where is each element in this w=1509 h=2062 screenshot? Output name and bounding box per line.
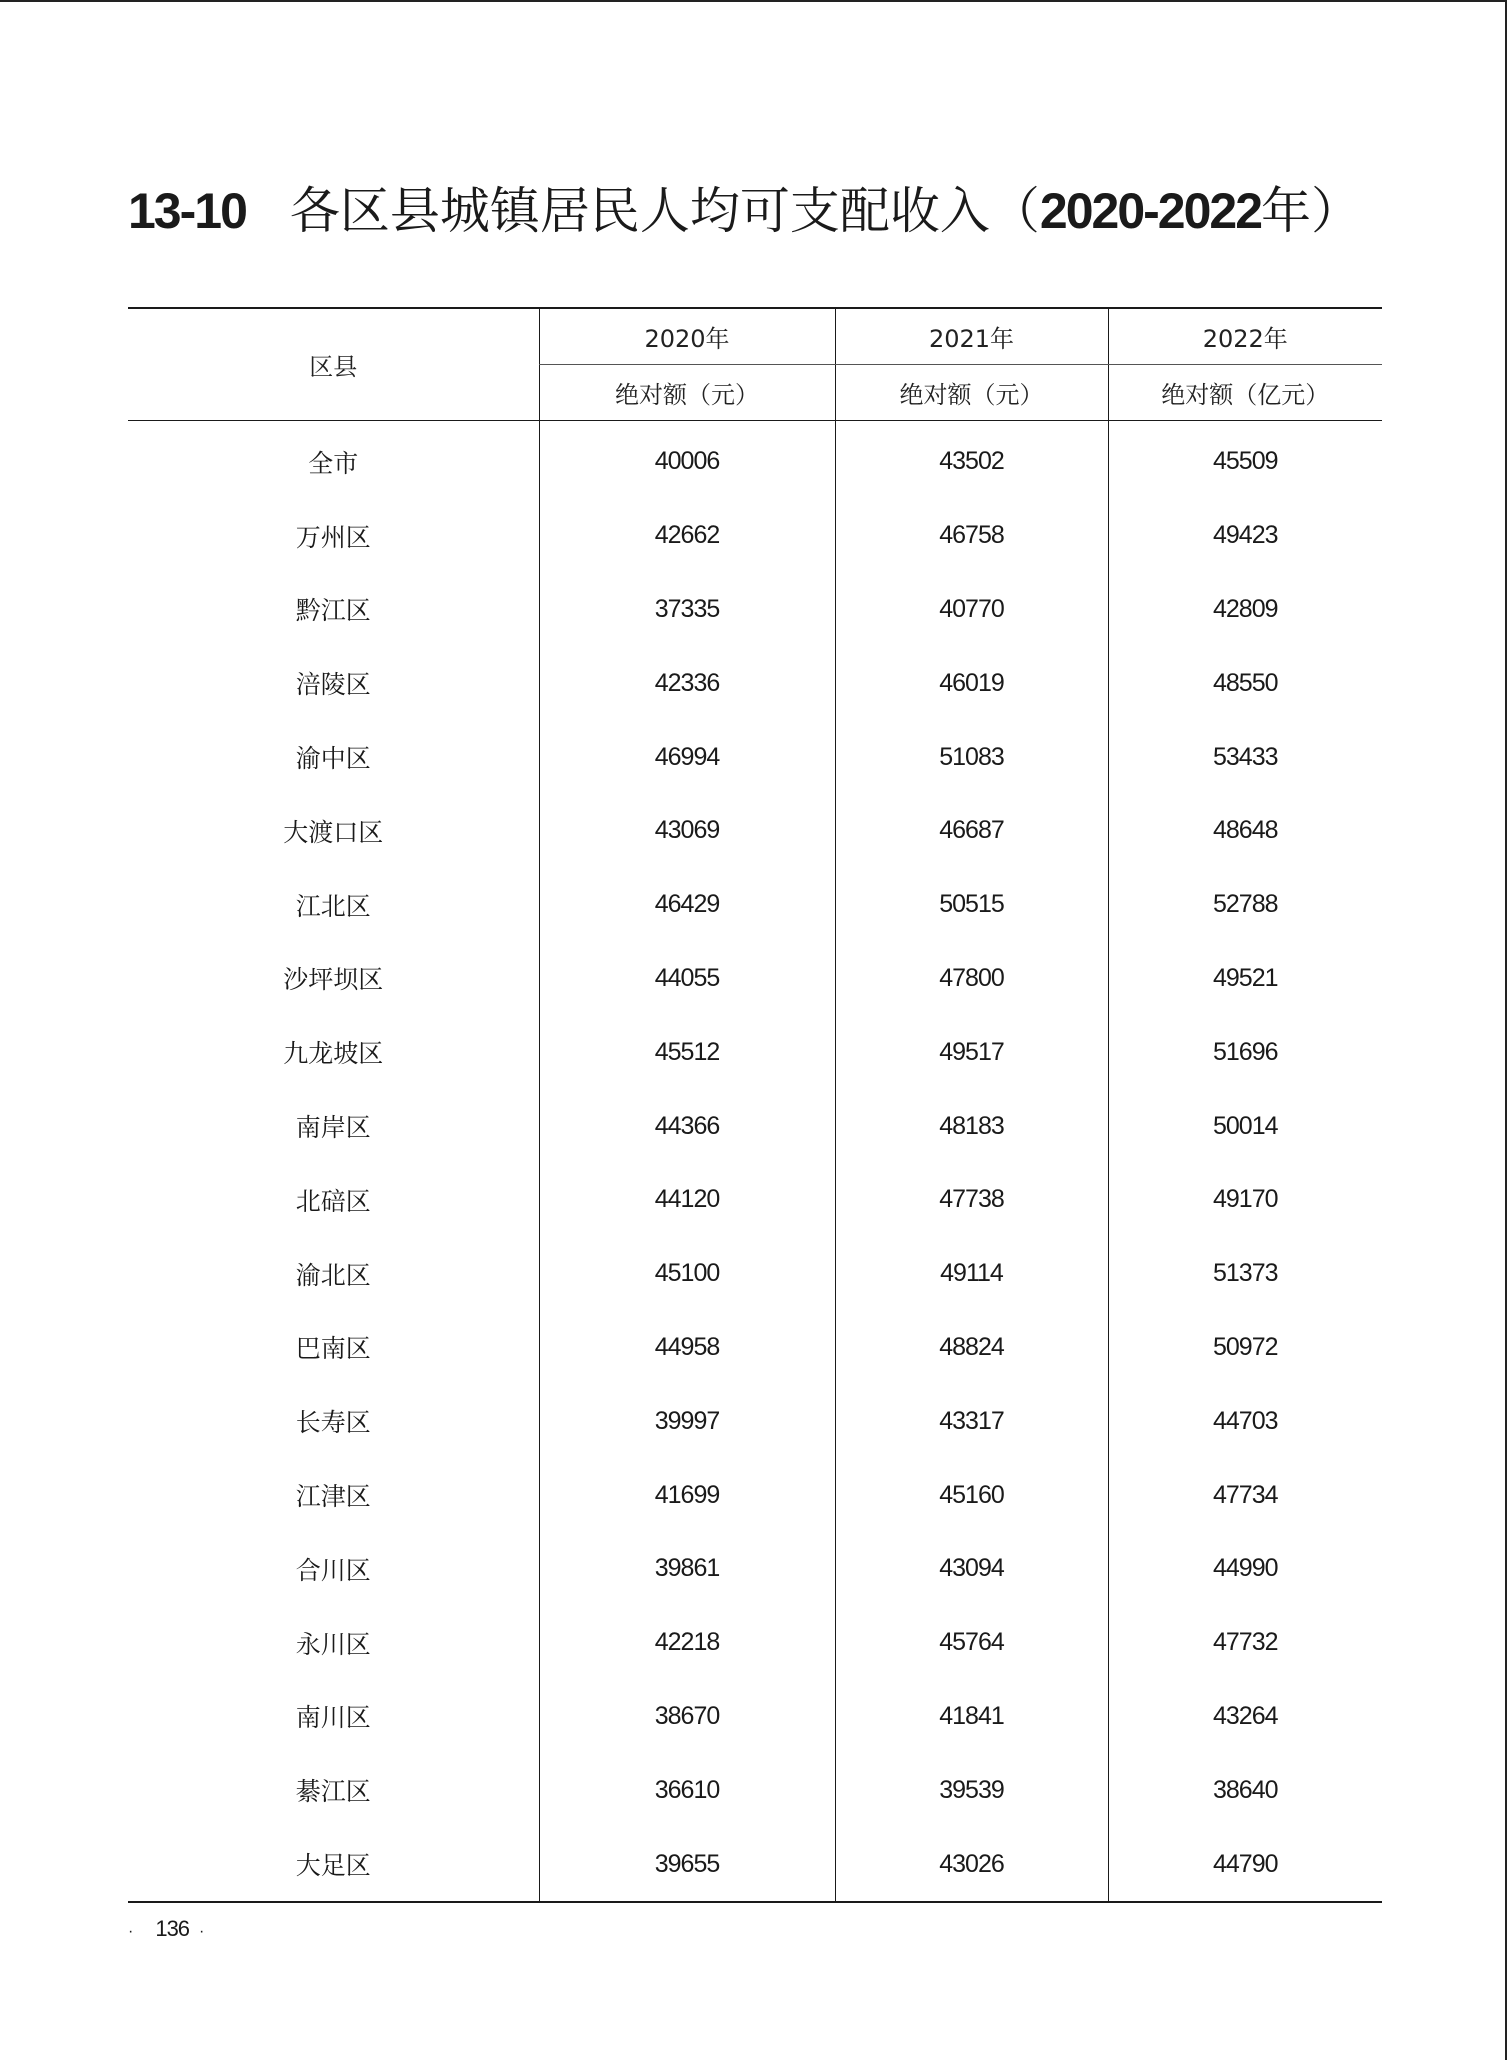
- district-name-cell: 九龙坡区: [283, 1039, 384, 1069]
- table-row: [128, 1827, 1382, 1902]
- value-2021-cell: 43094: [835, 1532, 1108, 1606]
- district-name-cell: 江北区: [295, 891, 371, 921]
- district-name-cell: 江津区: [295, 1482, 371, 1512]
- title-years: 2020-2022: [1039, 183, 1262, 239]
- district-name-cell: 大足区: [128, 1827, 539, 1902]
- table-row: [128, 1163, 1382, 1237]
- value-2022-cell: 45509: [1108, 421, 1382, 499]
- value-2020-cell: 39655: [539, 1827, 835, 1902]
- value-2022-cell: 52788: [1108, 868, 1382, 942]
- value-2021-cell: 41841: [835, 1680, 1108, 1754]
- income-table: [128, 307, 1382, 1903]
- value-2020-cell: 39861: [539, 1532, 835, 1606]
- value-2020-cell: 44958: [539, 1311, 835, 1385]
- value-2020-cell: 38670: [539, 1680, 835, 1754]
- district-name-cell: 巴南区: [295, 1334, 371, 1364]
- table-row: [128, 942, 1382, 1016]
- value-2022-cell: 50972: [1108, 1311, 1382, 1385]
- table-number: 13-10: [128, 183, 246, 239]
- value-2021-cell: 46687: [835, 794, 1108, 868]
- value-2022-cell: 49170: [1108, 1163, 1382, 1237]
- value-2021-cell: 46019: [835, 646, 1108, 720]
- header-year-2022: 2022年: [1108, 308, 1382, 365]
- value-2022-cell: 38640: [1108, 1753, 1382, 1827]
- value-2022-cell: 48648: [1108, 794, 1382, 868]
- district-name-cell: 万州区: [295, 522, 371, 552]
- district-name-cell: 涪陵区: [295, 670, 371, 700]
- footer-dot-left: ·: [128, 1923, 134, 1940]
- value-2020-cell: 44366: [539, 1089, 835, 1163]
- table-row: [128, 1015, 1382, 1089]
- value-2022-cell: 51373: [1108, 1237, 1382, 1311]
- table-row: [128, 499, 1382, 573]
- title-suffix: 年）: [1261, 182, 1362, 240]
- value-2020-cell: 40006: [539, 421, 835, 499]
- table-row: [128, 1384, 1382, 1458]
- value-2022-cell: 50014: [1108, 1089, 1382, 1163]
- value-2020-cell: 41699: [539, 1458, 835, 1532]
- district-name-cell: 大渡口区: [283, 817, 384, 847]
- value-2020-cell: 45512: [539, 1015, 835, 1089]
- value-2020-cell: 46994: [539, 720, 835, 794]
- value-2020-cell: 42336: [539, 646, 835, 720]
- footer-dot-right: ·: [199, 1923, 205, 1940]
- value-2021-cell: 49517: [835, 1015, 1108, 1089]
- value-2021-cell: 51083: [835, 720, 1108, 794]
- header-unit-2022: 绝对额（亿元）: [1108, 365, 1382, 421]
- value-2020-cell: 45100: [539, 1237, 835, 1311]
- table-row: [128, 1753, 1382, 1827]
- value-2021-cell: 49114: [835, 1237, 1108, 1311]
- district-name-cell: 长寿区: [295, 1408, 371, 1438]
- district-name-cell: 沙坪坝区: [283, 965, 384, 995]
- district-name-cell: 南岸区: [295, 1113, 371, 1143]
- table-body: [128, 421, 1382, 1902]
- table-row: [128, 1606, 1382, 1680]
- district-name-cell: 南川区: [295, 1703, 371, 1733]
- page-title: [128, 176, 1361, 246]
- district-name-cell: 北碚区: [295, 1186, 371, 1216]
- value-2021-cell: 47738: [835, 1163, 1108, 1237]
- value-2021-cell: 50515: [835, 868, 1108, 942]
- value-2021-cell: 47800: [835, 942, 1108, 1016]
- header-year-2020: 2020年: [539, 308, 835, 365]
- value-2021-cell: 45764: [835, 1606, 1108, 1680]
- district-name-cell: 全市: [308, 448, 359, 478]
- value-2022-cell: 53433: [1108, 720, 1382, 794]
- district-name-cell: 永川区: [295, 1629, 371, 1659]
- value-2022-cell: 44790: [1108, 1827, 1382, 1902]
- district-name-cell: 渝中区: [295, 744, 371, 774]
- value-2022-cell: 49423: [1108, 499, 1382, 573]
- table-row: [128, 1311, 1382, 1385]
- table-row: [128, 573, 1382, 647]
- value-2021-cell: 39539: [835, 1753, 1108, 1827]
- value-2020-cell: 44120: [539, 1163, 835, 1237]
- value-2022-cell: 44990: [1108, 1532, 1382, 1606]
- page-number: 136: [155, 1916, 190, 1941]
- value-2020-cell: 37335: [539, 573, 835, 647]
- value-2021-cell: 46758: [835, 499, 1108, 573]
- header-row-years: [128, 308, 1382, 365]
- table-row: [128, 646, 1382, 720]
- value-2020-cell: 39997: [539, 1384, 835, 1458]
- table-header: [128, 308, 1382, 421]
- header-year-2021: 2021年: [835, 308, 1108, 365]
- value-2020-cell: 42662: [539, 499, 835, 573]
- value-2022-cell: 44703: [1108, 1384, 1382, 1458]
- value-2022-cell: 47734: [1108, 1458, 1382, 1532]
- value-2020-cell: 42218: [539, 1606, 835, 1680]
- value-2021-cell: 48183: [835, 1089, 1108, 1163]
- value-2021-cell: 43502: [835, 421, 1108, 499]
- table-row: [128, 1680, 1382, 1754]
- value-2022-cell: 47732: [1108, 1606, 1382, 1680]
- table-row: [128, 720, 1382, 794]
- value-2021-cell: 43317: [835, 1384, 1108, 1458]
- value-2021-cell: 43026: [835, 1827, 1108, 1902]
- value-2020-cell: 44055: [539, 942, 835, 1016]
- header-unit-2021: 绝对额（元）: [835, 365, 1108, 421]
- table-row: [128, 421, 1382, 499]
- value-2021-cell: 48824: [835, 1311, 1108, 1385]
- value-2022-cell: 42809: [1108, 573, 1382, 647]
- value-2022-cell: 48550: [1108, 646, 1382, 720]
- header-unit-2020: 绝对额（元）: [539, 365, 835, 421]
- value-2022-cell: 43264: [1108, 1680, 1382, 1754]
- header-district: 区县: [128, 308, 539, 421]
- table-row: [128, 1458, 1382, 1532]
- title-text: 各区县城镇居民人均可支配收入（: [289, 182, 1040, 240]
- table-row: [128, 1532, 1382, 1606]
- table-row: [128, 1089, 1382, 1163]
- value-2020-cell: 36610: [539, 1753, 835, 1827]
- table-row: [128, 868, 1382, 942]
- value-2022-cell: 51696: [1108, 1015, 1382, 1089]
- district-name-cell: 黔江区: [295, 596, 371, 626]
- district-name-cell: 合川区: [295, 1555, 371, 1585]
- table-row: [128, 1237, 1382, 1311]
- value-2022-cell: 49521: [1108, 942, 1382, 1016]
- value-2021-cell: 40770: [835, 573, 1108, 647]
- value-2021-cell: 45160: [835, 1458, 1108, 1532]
- district-name-cell: 綦江区: [295, 1777, 371, 1807]
- value-2020-cell: 46429: [539, 868, 835, 942]
- page-footer: [128, 1916, 204, 1942]
- table-row: [128, 794, 1382, 868]
- district-name-cell: 渝北区: [295, 1260, 371, 1290]
- value-2020-cell: 43069: [539, 794, 835, 868]
